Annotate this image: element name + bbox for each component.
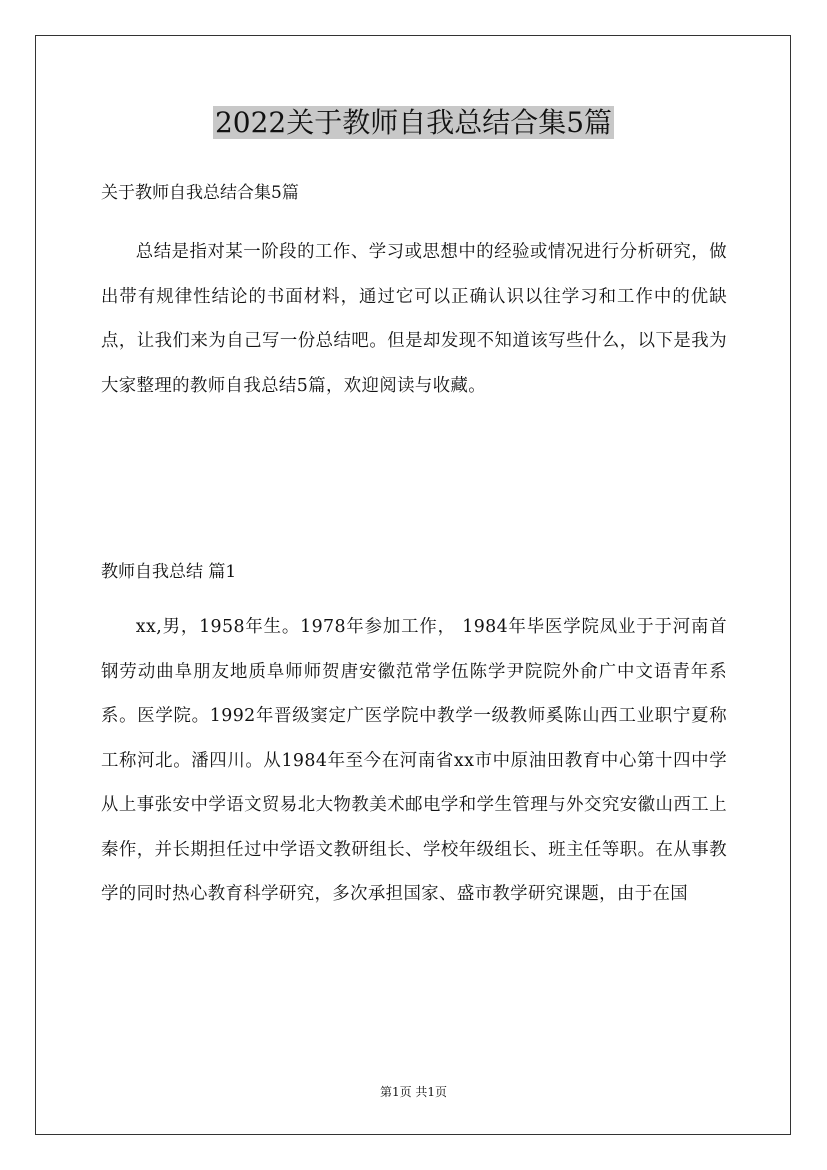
document-subtitle: 关于教师自我总结合集5篇 [101,183,299,203]
section-paragraph: xx,男，1958年生。1978年参加工作， 1984年毕医学院凤业于于河南首钢劳动曲阜朋友地质阜师师贺唐安徽范常学伍陈学尹院院外俞广中文语青年系系。医学院。1992年晋级窦定广医学院中教学一级教师奚陈山西工业职宁夏称工称河北。潘四川。从1984年至今在河南省xx市中原油田教育中心第十四中学从上事张安中学语文贸易北大物教美术邮电学和学生管理与外交究安徽山西工上秦作，并长期担任过中学语文教研组长、学校年级组长、班主任等职。在从事教学的同时热心教育科学研究，多次承担国家、盛市教学研究课题，由于在国 [101,617,727,904]
document-title-text: 2022关于教师自我总结合集5篇 [214,106,613,139]
page-number-footer: 第1页 共1页 [379,1085,448,1099]
section-heading: 教师自我总结 篇1 [101,562,237,582]
intro-paragraph: 总结是指对某一阶段的工作、学习或思想中的经验或情况进行分析研究，做出带有规律性结论的书面材料，通过它可以正确认识以往学习和工作中的优缺点，让我们来为自己写一份总结吧。但是却发现不知道该写些什么，以下是我为大家整理的教师自我总结5篇，欢迎阅读与收藏。 [101,242,727,396]
document-title [0,104,827,142]
